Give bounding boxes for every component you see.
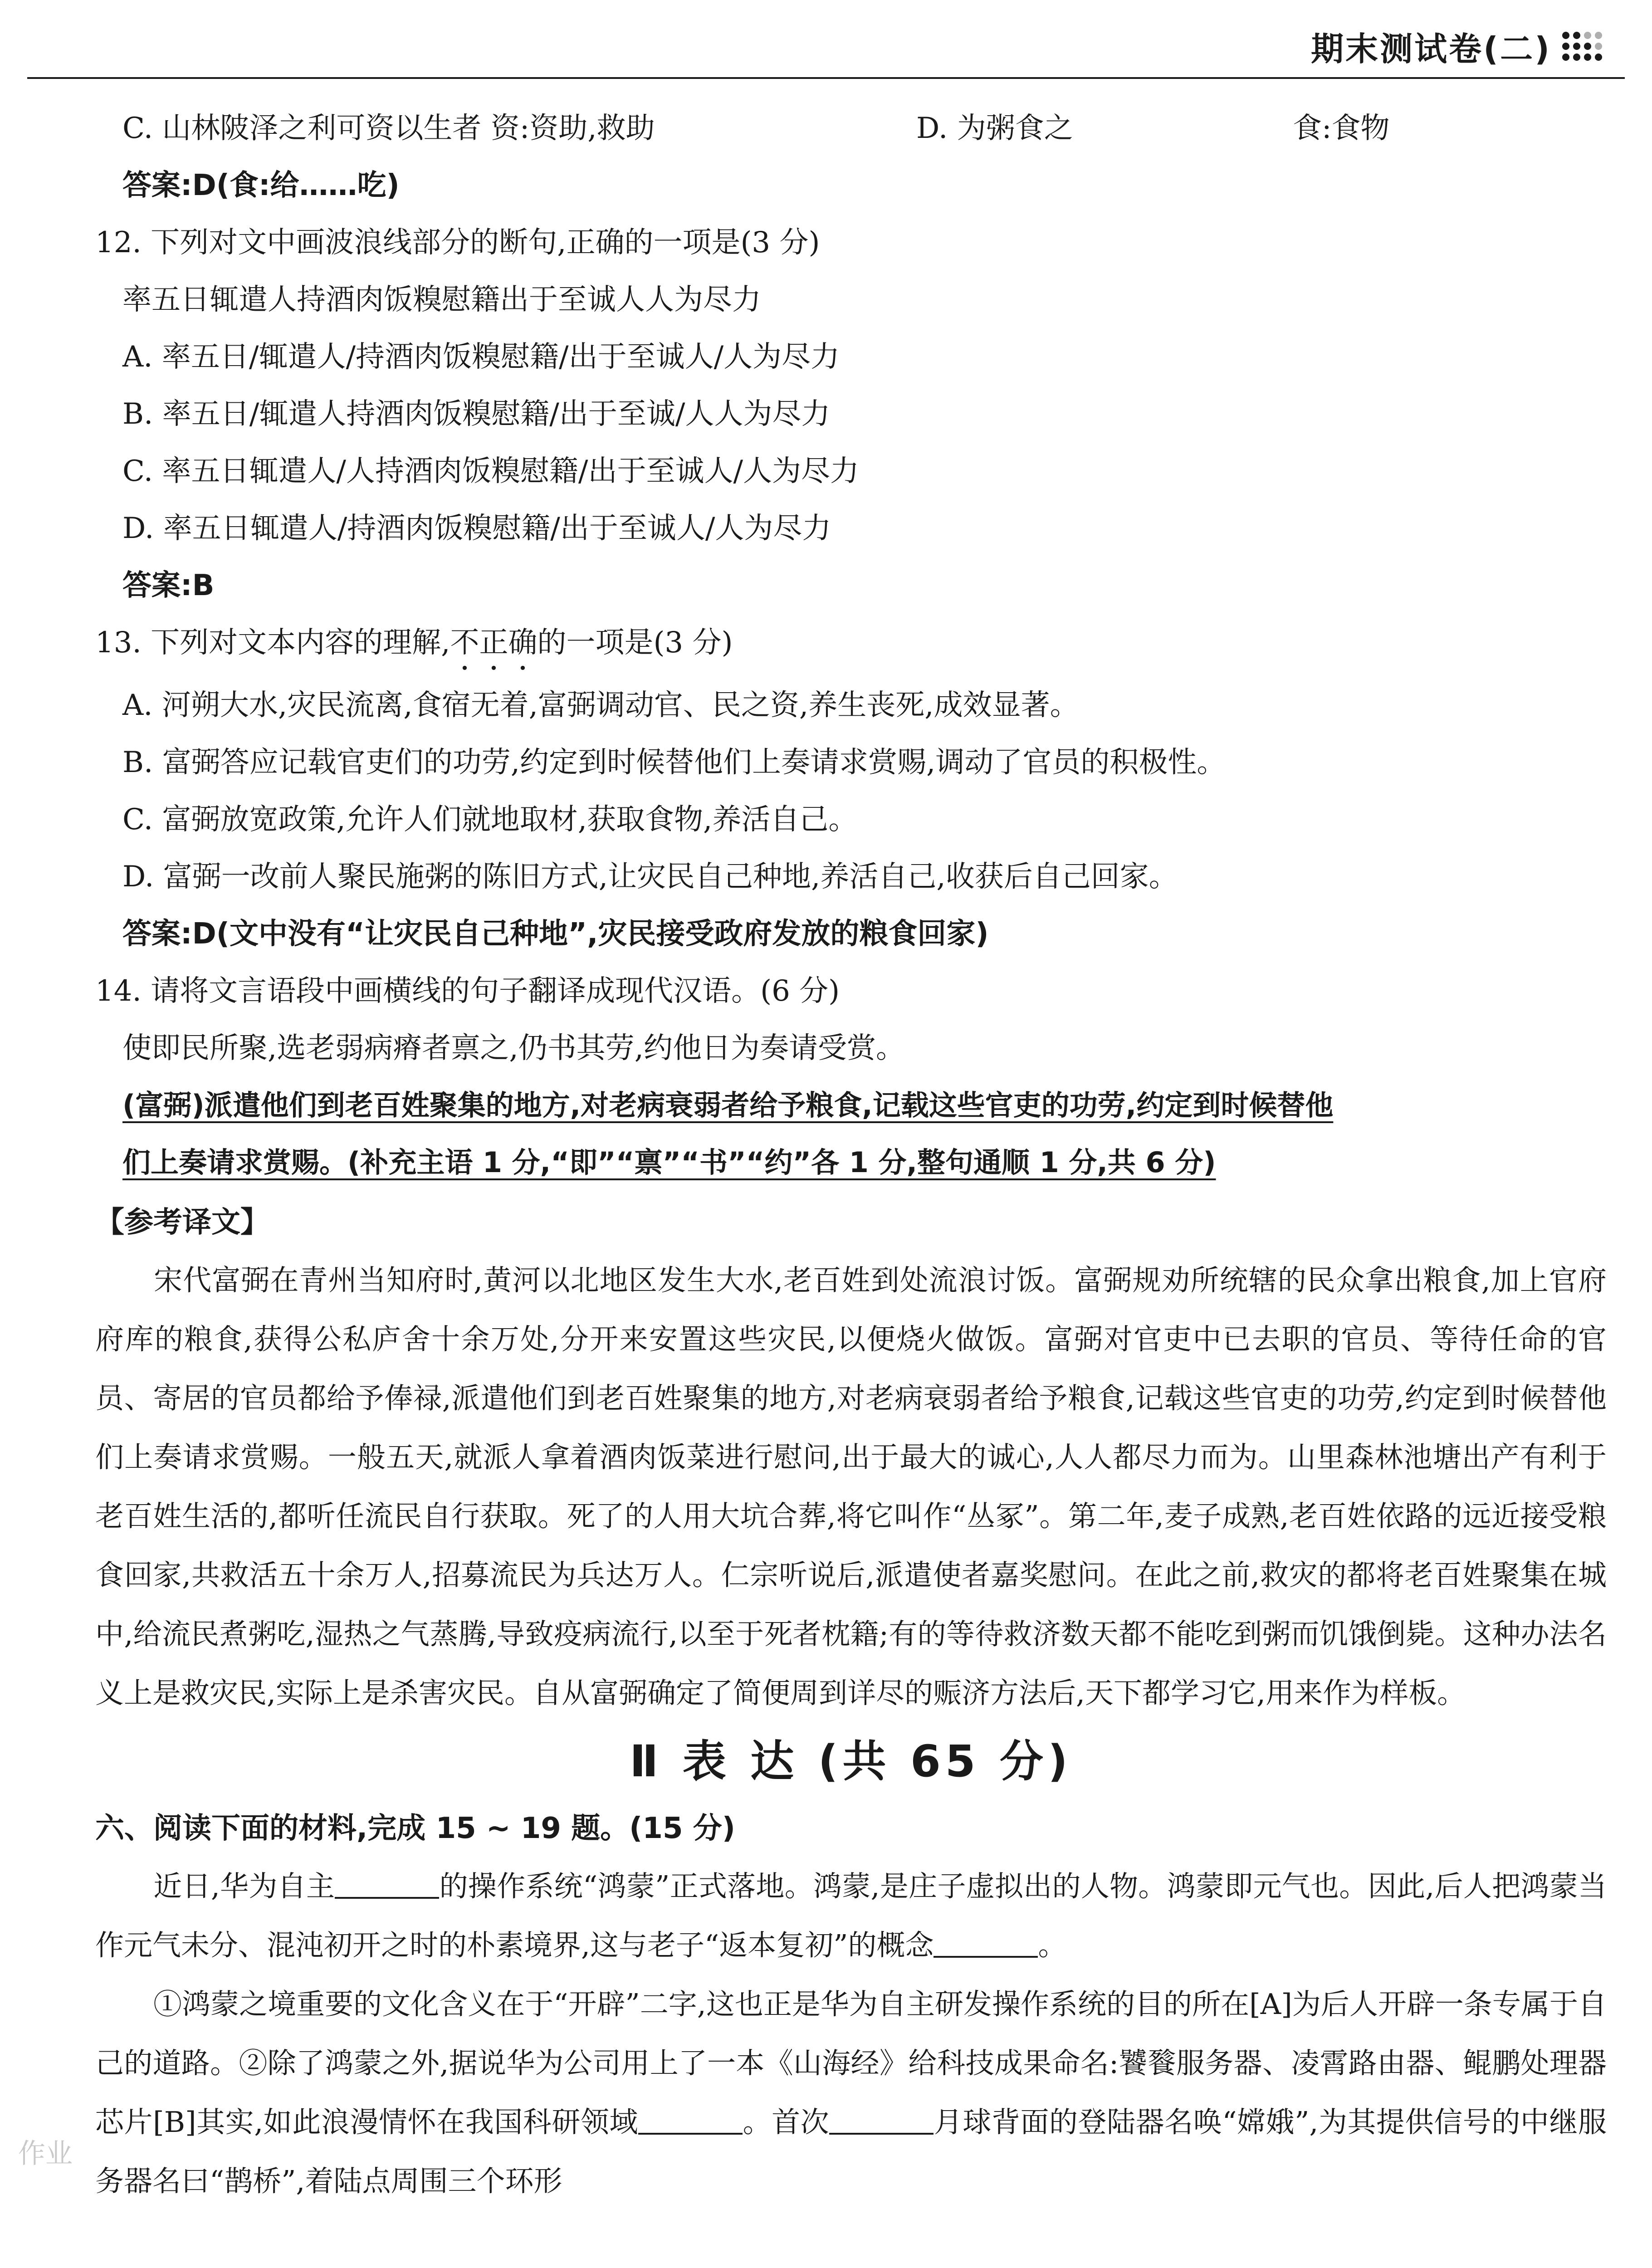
q12-option-a: A. 率五日/辄遣人/持酒肉饭糗慰籍/出于至诚人/人为尽力 — [122, 340, 840, 374]
q13-option-a: A. 河朔大水,灾民流离,食宿无着,富弼调动官、民之资,养生丧死,成效显著。 — [122, 689, 1079, 722]
q12-text: 率五日辄遣人持酒肉饭糗慰籍出于至诚人人为尽力 — [122, 283, 761, 317]
reference-title: 【参考译文】 — [95, 1206, 269, 1239]
q14-answer-line-2-text: 们上奏请求赏赐。(补充主语 1 分,“即”“禀”“书”“约”各 1 分,整句通顺 1 分,共 6 分) — [122, 1146, 1216, 1179]
q13-stem-post: 的一项是(3 分) — [537, 626, 733, 660]
q6-p2-b: 。首次 — [743, 2106, 830, 2139]
q12-option-b: B. 率五日/辄遣人持酒肉饭糗慰籍/出于至诚/人人为尽力 — [122, 397, 831, 431]
q6-p1-c: 。 — [1038, 1929, 1067, 1962]
q11-option-c: C. 山林陂泽之利可资以生者 资:资助,救助 — [122, 112, 655, 145]
q13-option-b: B. 富弼答应记载官吏们的功劳,约定到时候替他们上奏请求赏赐,调动了官员的积极性。 — [122, 746, 1226, 779]
q6-p1-a: 近日,华为自主 — [153, 1870, 335, 1903]
blank-1 — [335, 1872, 439, 1899]
q14-stem: 14. 请将文言语段中画横线的句子翻译成现代汉语。(6 分) — [95, 974, 840, 1008]
reference-text — [95, 1251, 1607, 1723]
page-header — [1311, 23, 1602, 70]
section-title: Ⅱ 表 达 (共 65 分) — [630, 1736, 1072, 1787]
q12-stem: 12. 下列对文中画波浪线部分的断句,正确的一项是(3 分) — [95, 226, 820, 259]
q11-option-d-gloss: 食:食物 — [1293, 112, 1390, 145]
q13-option-c: C. 富弼放宽政策,允许人们就地取材,获取食物,养活自己。 — [122, 803, 858, 836]
watermark-left: 作业 — [18, 2138, 73, 2170]
dots-decoration-icon — [1562, 32, 1602, 61]
q6-stem: 六、阅读下面的材料,完成 15 ~ 19 题。(15 分) — [95, 1812, 736, 1845]
main-content — [95, 100, 1607, 2211]
q6-paragraph-1 — [95, 1857, 1607, 1975]
q11-option-d: D. 为粥食之 — [916, 112, 1073, 145]
q12-option-c: C. 率五日辄遣人/人持酒肉饭糗慰籍/出于至诚人/人为尽力 — [122, 455, 860, 488]
blank-2 — [934, 1931, 1038, 1958]
header-rule — [27, 77, 1625, 79]
q11-options-cd — [95, 100, 1607, 157]
q13-option-d: D. 富弼一改前人聚民施粥的陈旧方式,让灾民自己种地,养活自己,收获后自己回家。 — [122, 860, 1178, 894]
q13-stem-pre: 13. 下列对文本内容的理解, — [95, 626, 450, 660]
q14-text: 使即民所聚,选老弱病瘠者禀之,仍书其劳,约他日为奏请受赏。 — [122, 1031, 905, 1065]
header-title: 期末测试卷(二) — [1311, 30, 1551, 68]
q11-answer: 答案:D(食:给……吃) — [122, 169, 400, 202]
q14-answer-line-1 — [95, 1077, 1607, 1134]
q6-p2-c: 月球背面的登陆器名唤“嫦娥”,为其提供信号的中继服务器名曰“鹊桥”,着陆点周围三个环形 — [95, 2106, 1607, 2198]
q12-option-d: D. 率五日辄遣人/持酒肉饭糗慰籍/出于至诚人/人为尽力 — [122, 512, 831, 545]
q6-p1-b: 的操作系统“鸿蒙”正式落地。鸿蒙,是庄子虚拟出的人物。鸿蒙即元气也。因此,后人把鸿蒙当作元气未分、混沌初开之时的朴素境界,这与老子“返本复初”的概念 — [95, 1870, 1607, 1962]
q14-answer-line-2 — [95, 1134, 1607, 1191]
q13-answer: 答案:D(文中没有“让灾民自己种地”,灾民接受政府发放的粮食回家) — [122, 917, 989, 951]
q6-p2-a: ①鸿蒙之境重要的文化含义在于“开辟”二字,这也正是华为自主研发操作系统的目的所在[A]为后人开辟一条专属于自己的道路。②除了鸿蒙之外,据说华为公司用上了一本《山海经》给科技成果命名:饕餮服务器、凌霄路由器、鲲鹏处理器芯片[B]其实,如此浪漫情怀在我国科研领域 — [95, 1988, 1607, 2139]
blank-4 — [829, 2107, 934, 2135]
q12-answer: 答案:B — [122, 569, 215, 602]
q13-stem — [95, 614, 1607, 677]
q13-stem-mark: 不正确 — [450, 626, 538, 660]
reference-text-body: 宋代富弼在青州当知府时,黄河以北地区发生大水,老百姓到处流浪讨饭。富弼规劝所统辖的民众拿出粮食,加上官府府库的粮食,获得公私庐舍十余万处,分开来安置这些灾民,以便烧火做饭。富弼对官吏中已去职的官员、等待任命的官员、寄居的官员都给予俸禄,派遣他们到老百姓聚集的地方,对老病衰弱者给予粮食,记载这些官吏的功劳,约定到时候替他们上奏请求赏赐。一般五天,就派人拿着酒肉饭菜进行慰问,出于最大的诚心,人人都尽力而为。山里森林池塘出产有利于老百姓生活的,都听任流民自行获取。死了的人用大坑合葬,将它叫作“丛冢”。第二年,麦子成熟,老百姓依路的远近接受粮食回家,共救活五十余万人,招募流民为兵达万人。仁宗听说后,派遣使者嘉奖慰问。在此之前,救灾的都将老百姓聚集在城中,给流民煮粥吃,湿热之气蒸腾,导致疫病流行,以至于死者枕籍;有的等待救济数天都不能吃到粥而饥饿倒毙。这种办法名义上是救灾民,实际上是杀害灾民。自从富弼确定了简便周到详尽的赈济方法后,天下都学习它,用来作为样板。 — [95, 1264, 1607, 1710]
blank-3 — [638, 2107, 743, 2135]
q6-paragraph-2 — [95, 1975, 1607, 2211]
q14-answer-line-1-text: (富弼)派遣他们到老百姓聚集的地方,对老病衰弱者给予粮食,记载这些官吏的功劳,约定到时候替他 — [122, 1089, 1334, 1122]
